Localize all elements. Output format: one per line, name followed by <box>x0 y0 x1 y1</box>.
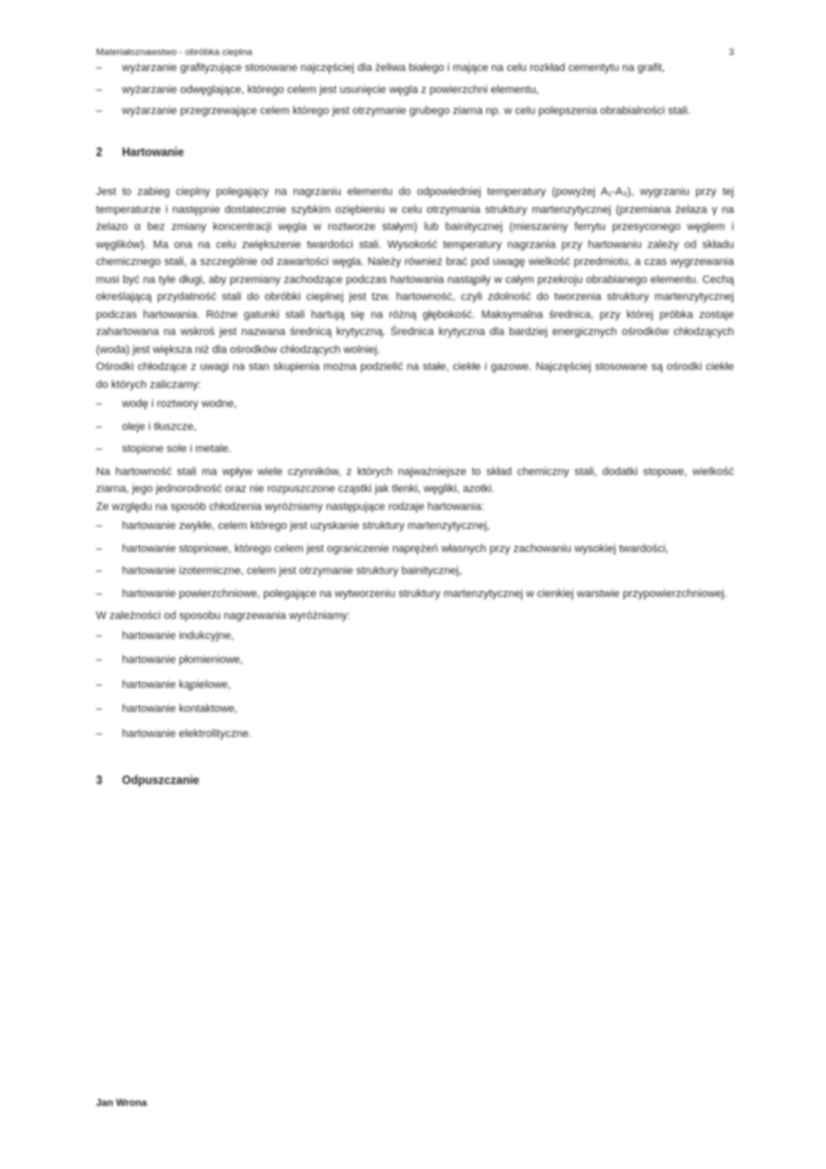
bullet-dash: – <box>96 83 103 96</box>
bullet-dash: – <box>96 398 103 410</box>
bullet-dash: – <box>96 678 103 691</box>
list-item-text: hartowanie zwykłe, celem którego jest uzyskanie struktury martenzytycznej, <box>122 520 491 532</box>
list-item-text: hartowanie izotermiczne, celem jest otrzymanie struktury bainitycznej, <box>122 565 462 577</box>
list-item <box>96 419 734 437</box>
list-item <box>96 652 734 670</box>
list-item-text: wyżarzanie odwęglające, którego celem jest usunięcie węgla z powierzchni elementu, <box>122 83 539 96</box>
list-item <box>96 541 734 559</box>
footer-author: Jan Wrona <box>96 1098 147 1109</box>
heating-methods-intro: W zależności od sposobu nagrzewania wyróżniamy: <box>96 610 351 622</box>
list-item-text: hartowanie elektrolityczne. <box>122 727 252 740</box>
heating-methods-list <box>96 628 734 744</box>
section-number: 2 <box>96 146 103 159</box>
page-header <box>96 46 734 60</box>
list-item <box>96 441 734 459</box>
list-item-text: hartowanie powierzchniowe, polegające na wytworzeniu struktury martenzytycznej w cienkiej warstwie przypowierzchniowej. <box>122 587 728 600</box>
header-page-number: 3 <box>728 47 734 58</box>
list-item-text: hartowanie płomieniowe, <box>122 654 244 666</box>
list-item-text: wyżarzanie grafityzujące stosowane najczęściej dla żeliwa białego i mające na celu rozkład cementytu na grafit, <box>122 62 665 74</box>
bullet-dash: – <box>96 565 103 577</box>
list-item <box>96 563 734 581</box>
cooling-methods-list <box>96 518 734 603</box>
bullet-dash: – <box>96 703 103 715</box>
list-item <box>96 60 734 78</box>
section-heading-hartowanie <box>96 145 734 163</box>
list-item <box>96 518 734 536</box>
list-item-text: oleje i tłuszcze, <box>122 420 197 433</box>
list-item-text: hartowanie kąpielowe, <box>122 678 231 691</box>
section-title: Hartowanie <box>122 146 184 159</box>
list-item-text: hartowanie stopniowe, którego celem jest ograniczenie naprężeń własnych przy zachowaniu wysokiej twardości, <box>122 542 669 555</box>
bullet-dash: – <box>96 105 103 117</box>
list-item <box>96 82 734 100</box>
paragraph-hardenability: Na hartowność stali ma wpływ wiele czynników, z których najważniejsze to skład chemiczny stali, dodatki stopowe, wielkość ziarna, jego jednorodność oraz nie rozpuszczone cząstki jak tlenki, węgliki, azotki. <box>96 465 734 495</box>
paragraph-cooling-media: Ośrodki chłodzące z uwagi na stan skupienia można podzielić na stałe, ciekłe i gazowe. Najczęściej stosowane są ośrodki ciekłe do których zaliczamy: <box>96 361 734 391</box>
list-item-text: hartowanie indukcyjne, <box>122 629 234 642</box>
page-content <box>96 46 734 791</box>
list-item <box>96 586 734 604</box>
cooling-methods-intro: Ze względu na sposób chłodzenia wyróżniamy następujące rodzaje hartowania: <box>96 500 485 513</box>
bullet-dash: – <box>96 727 103 740</box>
bullet-dash: – <box>96 654 103 666</box>
paragraph-hartowanie-main: Jest to zabieg cieplny polegający na nagrzaniu elementu do odpowiedniej temperatury (powyżej A₁-A₃), wygrzaniu przy tej temperaturze i następnie dostatecznie szybkim oziębieniu w celu otrzymania struktury martenzytycznej (przemiana żelaza γ na żelazo α bez zmiany koncentracji węgla w roztworze stałym) lub bainitycznej (mieszaniny ferrytu przesyconego węglem i węglików). Ma ona na celu zwiększenie twardości stali. Wysokość temperatury nagrzania przy hartowaniu zależy od składu chemicznego stali, a szczególnie od zawartości węgla. Należy również brać pod uwagę wielkość przedmiotu, a czas wygrzewania musi być na tyle długi, aby przemiany zachodzące podczas hartowania nastąpiły w całym przekroju obrabianego elementu. Cechą określającą przydatność stali do obróbki cieplnej jest tzw. hartowność, czyli zdolność do tworzenia struktury martenzytycznej podczas hartowania. Różne gatunki stali hartują się na różną głębokość. Maksymalna średnica, przy której próbka zostaje zahartowana na wskroś jest nazwana średnicą krytyczną. Średnica krytyczna dla bardziej energicznych ośrodków chłodzących (woda) jest większa niż dla ośrodków chłodzących wolniej. <box>96 186 734 356</box>
list-item <box>96 701 734 719</box>
bullet-dash: – <box>96 62 103 74</box>
bullet-dash: – <box>96 420 103 433</box>
section-title: Odpuszczanie <box>122 775 200 787</box>
list-item <box>96 726 734 744</box>
annealing-types-list <box>96 60 734 121</box>
list-item-text: stopione sole i metale. <box>122 443 232 455</box>
bullet-dash: – <box>96 520 103 532</box>
bullet-dash: – <box>96 542 103 555</box>
section-heading-odpuszczanie <box>96 773 734 791</box>
list-item-text: hartowanie kontaktowe, <box>122 703 238 715</box>
cooling-media-list <box>96 396 734 459</box>
section-number: 3 <box>96 775 103 787</box>
list-item-text: wyżarzanie przegrzewające celem którego jest otrzymanie grubego ziarna np. w celu polepszenia obrabialności stali. <box>122 105 691 117</box>
list-item <box>96 396 734 414</box>
list-item <box>96 628 734 646</box>
bullet-dash: – <box>96 587 103 600</box>
list-item <box>96 677 734 695</box>
bullet-dash: – <box>96 629 103 642</box>
header-title: Materiałoznawstwo - obróbka cieplna <box>96 47 253 58</box>
bullet-dash: – <box>96 443 103 455</box>
list-item-text: wodę i roztwory wodne, <box>122 398 237 410</box>
list-item <box>96 103 734 121</box>
